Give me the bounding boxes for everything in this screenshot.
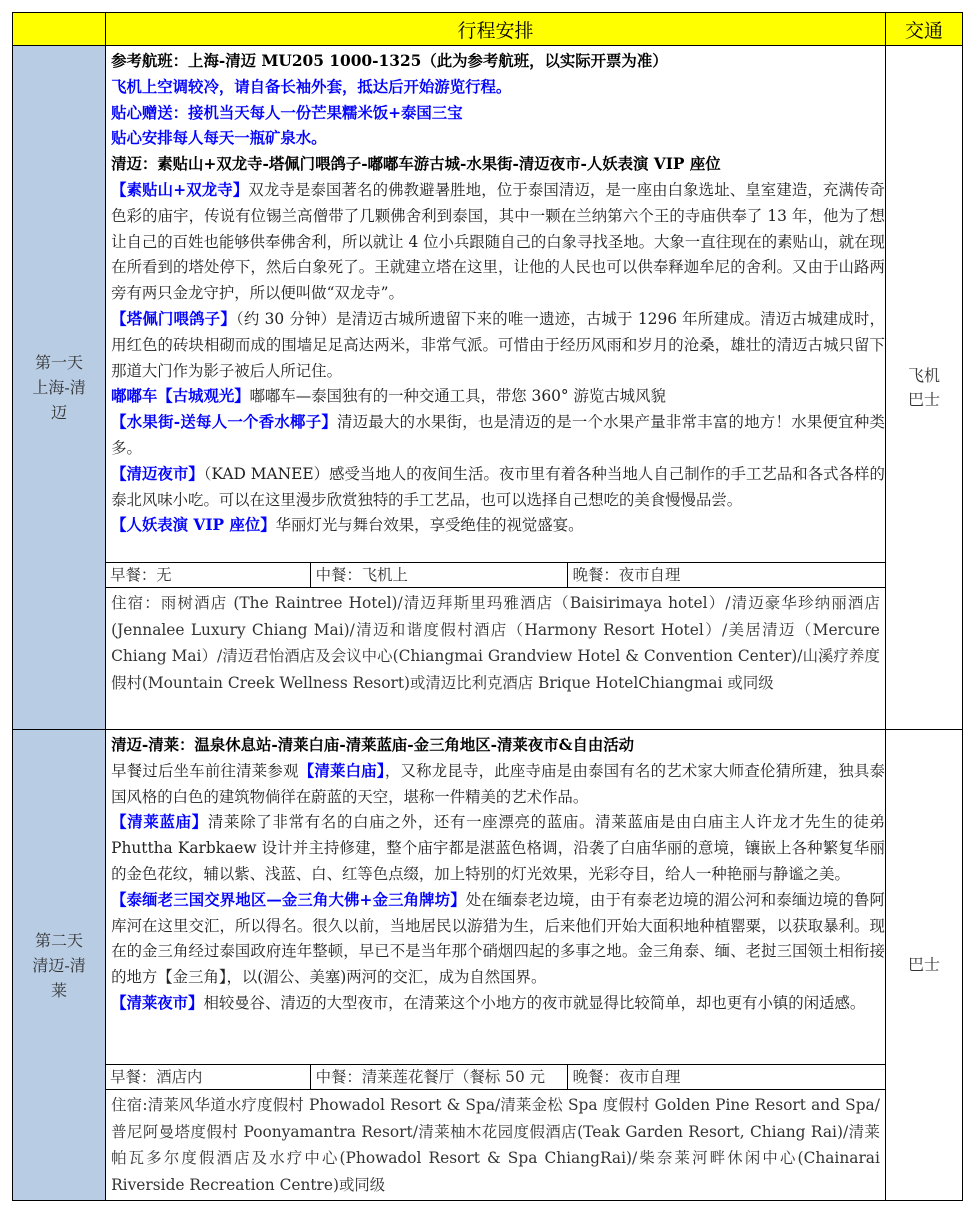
day1-section-1-title: 【素贴山+双龙寺】 <box>111 180 249 199</box>
day1-breakfast: 早餐：无 <box>105 563 310 588</box>
day2-route-a: 清迈-清 <box>32 955 86 975</box>
day1-section-3-title: 嘟嘟车【古城观光】 <box>111 387 250 406</box>
day2-row <box>13 730 963 1201</box>
day1-section-3-text: 嘟嘟车—泰国独有的一种交通工具，带您 360° 游览古城风貌 <box>249 387 666 406</box>
day2-route-b: 莱 <box>51 980 68 1000</box>
day2-content-cell <box>106 730 886 1201</box>
day1-section-1 <box>111 178 885 307</box>
day1-section-2-text: （约 30 分钟）是清迈古城所遗留下来的唯一遗迹，古城于 1296 年所建成。清迈古城建成时，用红色的砖块相砌而成的围墙足足高达两米，非常气派。可惜由于经历风雨和岁月的沧桑，雄壮的清迈古城只留下那道大门作为影子被后人所记住。 <box>111 309 885 380</box>
day2-section-1 <box>111 810 885 887</box>
day1-content-cell <box>106 46 886 730</box>
day1-section-3 <box>111 384 885 410</box>
day2-intro-title: 【清莱白庙】 <box>298 761 385 780</box>
day1-number: 第一天 <box>35 353 84 372</box>
day1-note-1: 飞机上空调较冷，请自备长袖外套，抵达后开始游览行程。 <box>111 77 512 96</box>
day2-route-title: 清迈-清莱：温泉休息站-清莱白庙-清莱蓝庙-金三角地区-清莱夜市&自由活动 <box>111 736 635 754</box>
day1-section-2 <box>111 307 885 384</box>
day1-flight: 参考航班：上海-清迈 MU205 1000-1325（此为参考航班，以实际开票为准） <box>111 52 668 70</box>
itinerary-sheet <box>12 12 963 1201</box>
day1-section-2-title: 【塔佩门喂鸽子】 <box>111 309 236 328</box>
day1-meals-wrap <box>105 562 886 588</box>
day1-transport-flight: 飞机 <box>907 365 940 385</box>
day2-section-2 <box>111 888 885 991</box>
header-day-cell <box>13 13 106 46</box>
day1-label <box>13 46 106 730</box>
day1-route-a: 上海-清 <box>32 378 86 397</box>
day1-transport <box>885 46 962 730</box>
day2-intro-before: 早餐过后坐车前往清莱参观 <box>111 761 299 780</box>
day1-section-1-text: 双龙寺是泰国著名的佛教避暑胜地，位于泰国清迈，是一座由白象选址、皇室建造，充满传奇色彩的庙宇，传说有位锡兰高僧带了几颗佛舍利到泰国，其中一颗在兰纳第六个王的寺庙供奉了 13 年，他为了想让自己的百姓也能够供奉佛舍利，所以就让 4 位小兵跟随自己的白象寻找圣地。大象一直往现在的素贴山，就在现在所看到的塔处停下，然后白象死了。王就建立塔在这里，让他的人民也可以供奉释迦牟尼的舍利。又由于山路两旁有两只金龙守护，所以便叫做“双龙寺”。 <box>111 180 885 303</box>
day2-lunch: 中餐：清莱莲花餐厅（餐标 50 元 <box>310 1065 567 1090</box>
day1-section-5-title: 【清迈夜市】 <box>111 464 204 483</box>
day1-route-b: 迈 <box>51 403 68 422</box>
day2-section-1-text: 清莱除了非常有名的白庙之外，还有一座漂亮的蓝庙。清莱蓝庙是由白庙主人许龙才先生的徒弟 Phuttha Karbkaew 设计并主持修建，整个庙宇都是湛蓝色格调，沿袭了白庙华丽的意境，镶嵌上各种繁复华丽的金色花纹，辅以紫、浅蓝、白、红等色点缀，加上特别的灯光效果，光彩夺目，给人一种艳丽与静谧之美。 <box>111 813 885 883</box>
day2-section-2-text: 处在缅泰老边境，由于有泰老边境的湄公河和泰缅边境的鲁阿库河在这里交汇，所以得名。很久以前，当地居民以游猎为生，后来他们开始大面积地种植罂粟，以获取暴利。现在的金三角经过泰国政府连年整顿，早已不是当年那个硝烟四起的多事之地。金三角泰、缅、老挝三国领土相衔接的地方【金三角】，以(湄公、美塞)两河的交汇，成为自然国界。 <box>111 890 885 987</box>
day2-number: 第二天 <box>35 930 84 950</box>
header-row <box>13 13 963 46</box>
day2-transport-bus: 巴士 <box>907 955 940 975</box>
day1-note-2: 贴心赠送：接机当天每人一份芒果糯米饭+泰国三宝 <box>111 103 463 122</box>
day2-breakfast: 早餐：酒店内 <box>105 1065 310 1090</box>
day2-intro <box>111 759 885 811</box>
day2-intro-after: ，又称龙昆寺，此座寺庙是由泰国有名的艺术家大师查伦猜所建，独具泰国风格的白色的建筑物倘徉在蔚蓝的天空，堪称一件精美的艺术作品。 <box>111 761 885 806</box>
day2-section-3-text: 相较曼谷、清迈的大型夜市，在清莱这个小地方的夜市就显得比较简单，却也更有小镇的闲适感。 <box>203 993 866 1012</box>
day2-content <box>106 730 885 1064</box>
day1-meals <box>105 562 886 588</box>
day1-route-title: 清迈：素贴山+双龙寺-塔佩门喂鸽子-嘟嘟车游古城-水果街-清迈夜市-人妖表演 VIP 座位 <box>111 155 721 174</box>
itinerary-table <box>12 12 963 1201</box>
day2-meals-wrap <box>105 1064 886 1090</box>
day1-note-3: 贴心安排每人每天一瓶矿泉水。 <box>111 129 327 148</box>
day2-section-1-title: 【清莱蓝庙】 <box>111 813 208 832</box>
day1-section-4-title: 【水果街-送每人一个香水椰子】 <box>111 413 338 432</box>
day2-section-3 <box>111 991 885 1017</box>
day1-section-5-text: （KAD MANEE）感受当地人的夜间生活。夜市里有着各种当地人自己制作的手工艺品和各式各样的泰北风味小吃。可以在这里漫步欣赏独特的手工艺品，也可以选择自己想吃的美食慢慢品尝。 <box>111 464 885 509</box>
day1-section-6-title: 【人妖表演 VIP 座位】 <box>111 516 276 535</box>
day1-lunch: 中餐：飞机上 <box>310 563 567 588</box>
day1-section-4-text: 清迈最大的水果街，也是清迈的是一个水果产量非常丰富的地方！水果便宜种类多。 <box>111 413 885 457</box>
day2-accommodation: 住宿:清莱风华道水疗度假村 Phowadol Resort & Spa/清莱金松 Spa 度假村 Golden Pine Resort and Spa/普尼阿曼塔度假村 Poonyamantra Resort/清莱柚木花园度假酒店(Teak Garden Resort, Chiang Rai)/清莱帕瓦多尔度假酒店及水疗中心(Phowadol Resort & Spa ChiangRai)/柴奈莱河畔休闲中心(Chainarai Riverside Recreation Centre)或同级 <box>111 1096 880 1194</box>
day2-meals <box>105 1064 886 1090</box>
day1-section-5 <box>111 462 885 514</box>
day1-dinner: 晚餐：夜市自理 <box>567 563 886 588</box>
day2-section-3-title: 【清莱夜市】 <box>111 993 204 1012</box>
day1-accommodation: 住宿：雨树酒店 (The Raintree Hotel)/清迈拜斯里玛雅酒店（Baisirimaya hotel）/清迈豪华珍纳丽酒店(Jennalee Luxury Chiang Mai)/清迈和谐度假村酒店（Harmony Resort Hotel）/美居清迈（Mercure Chiang Mai）/清迈君怡酒店及会议中心(Chiangmai Grandview Hotel & Convention Center)/山溪疗养度假村(Mountain Creek Wellness Resort)或清迈比利克酒店 Brique HotelChiangmai 或同级 <box>111 594 880 692</box>
day1-row <box>13 46 963 730</box>
day2-transport <box>885 730 962 1201</box>
header-transport: 交通 <box>885 13 962 46</box>
day2-section-2-title: 【泰缅老三国交界地区—金三角大佛+金三角牌坊】 <box>111 890 466 909</box>
day1-section-6 <box>111 513 885 539</box>
day1-content <box>106 46 885 562</box>
day2-dinner: 晚餐：夜市自理 <box>567 1065 886 1090</box>
day1-transport-bus: 巴士 <box>907 389 940 409</box>
header-itinerary: 行程安排 <box>106 13 886 46</box>
day1-section-4 <box>111 410 885 462</box>
day2-label <box>13 730 106 1201</box>
day1-section-6-text: 华丽灯光与舞台效果，享受绝佳的视觉盛宴。 <box>275 516 584 535</box>
